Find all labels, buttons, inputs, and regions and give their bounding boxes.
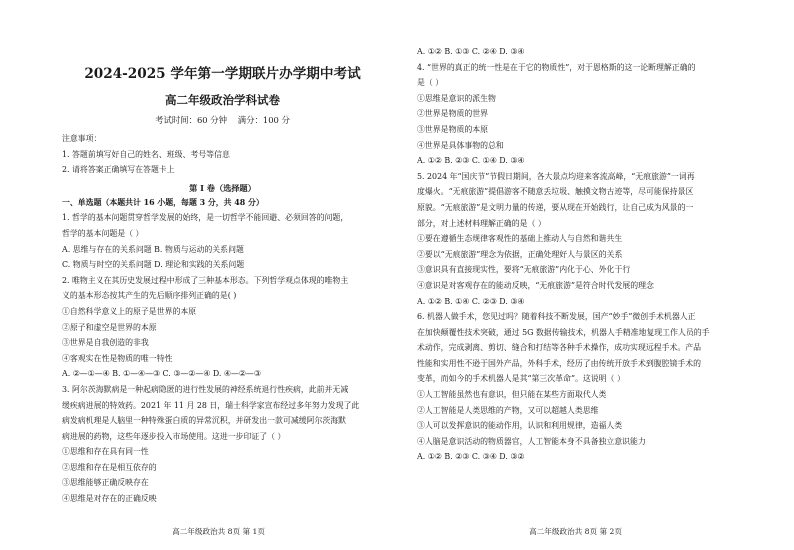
question-line: A. ①② B. ②③ C. ①④ D. ③④ [417, 156, 525, 166]
note-line: 2. 请将答案正确填写在答题卡上 [62, 165, 175, 175]
question-block-2 [417, 44, 764, 465]
question-line: ③人可以发挥意识的能动作用，认识和利用规律，造福人类 [417, 421, 623, 431]
question-line: 是（ ） [417, 78, 444, 88]
question-line: 部分，对上述材料理解正确的是（ ） [417, 218, 546, 228]
exam-meta [62, 114, 383, 126]
question-line: 6. 机器人做手术，您见过吗？随着科技不断发展，国产“妙手”微创手术机器人正 [417, 312, 696, 322]
question-line: ②世界是物质的世界 [417, 109, 489, 119]
note-line: 1. 答题前填写好自己的姓名、班级、考号等信息 [62, 149, 230, 159]
question-block-1 [62, 210, 383, 506]
question-line: ②人工智能是人类思维的产物，又可以超越人类思维 [417, 405, 599, 415]
question-line: ①思维是意识的派生物 [417, 93, 496, 103]
question-line: 缓疾病进展的特效药。2021 年 11 月 28 日，瑞士科学家宣布经过多年努力发现了此 [62, 400, 360, 410]
question-line: 术动作，完成剥离、剪切、缝合和打结等各种手术操作，成功实现远程手术。产品 [417, 343, 702, 353]
question-line: 原貌。“无痕旅游”是文明力量的传递，要从现在开始践行，让自己成为风景的一 [417, 202, 694, 212]
question-line: ②原子和虚空是世界的本原 [62, 322, 157, 332]
question-line: ③世界是物质的本原 [417, 124, 489, 134]
section-heading: 第 I 卷（选择题） [189, 182, 256, 193]
question-line: ④意识是对客观存在的能动反映，“无痕旅游”是符合时代发展的理念 [417, 280, 654, 290]
question-line: A. ①② B. ①④ C. ②③ D. ③④ [417, 296, 525, 306]
question-line: A. 思维与存在的关系问题 B. 物质与运动的关系问题 [62, 244, 244, 254]
question-line: ①人工智能虽然也有意识，但只能在某些方面取代人类 [417, 390, 607, 400]
question-line: 1. 哲学的基本问题贯穿哲学发展的始终，是一切哲学不能回避、必须回答的问题， [62, 213, 349, 223]
question-line: A. ①② B. ②③ C. ③④ D. ③② [417, 452, 525, 462]
question-line: 2. 唯物主义在其历史发展过程中形成了三种基本形态。下列哲学观点体现的唯物主 [62, 275, 349, 285]
question-line: ④思维是对存在的正确反映 [62, 494, 157, 504]
note-line: 注意事项： [62, 134, 102, 143]
exam-subtitle: 高二年级政治学科试卷 [165, 93, 280, 107]
question-line: ④客观实在性是物质的唯一特性 [62, 353, 173, 363]
question-line: ②思维和存在是相互依存的 [62, 462, 157, 472]
page-footer-1: 高二年级政治共 8页 第 1页 [172, 527, 265, 536]
exam-time: 考试时间：60 分钟 [155, 115, 228, 125]
page-footer-2: 高二年级政治共 8页 第 2页 [529, 527, 622, 536]
question-line: 义的基本形态按其产生的先后顺序排列正确的是( ) [62, 291, 237, 301]
question-line: 病发病机理是人脑里一种特殊蛋白质的异常沉积，并研发出一款可减缓阿尔茨海默 [62, 416, 347, 426]
question-line: A. ②—①—④ B. ①—④—③ C. ③—②—④ D. ④—②—③ [62, 369, 261, 379]
question-line: 性能和实用性不逊于国外产品，外科手术，经历了由传统开放手术到腹腔镜手术的 [417, 358, 702, 368]
exam-title: 2024-2025 学年第一学期联片办学期中考试 [84, 66, 361, 82]
question-line: 在加快颠覆性技术突破，通过 5G 数据传输技术，机器人手精准地复现工作人员的手 [417, 327, 710, 337]
question-line: ④人脑是意识活动的物质器官，人工智能本身不具备独立意识能力 [417, 436, 646, 446]
question-line: 哲学的基本问题是（ ） [62, 228, 144, 238]
question-line: 变革，而如今的手术机器人是其“第三次革命”。这说明（ ） [417, 374, 625, 384]
question-line: 3. 阿尔茨海默病是一种起病隐匿的进行性发展的神经系统退行性疾病，此前并无减 [62, 384, 349, 394]
question-line: ①思维和存在具有同一性 [62, 447, 149, 457]
question-line: ④世界是具体事物的总和 [417, 140, 504, 150]
question-line: ③世界是自我创造的非我 [62, 338, 149, 348]
question-line: ①要在遵循生态规律客观性的基础上推动人与自然和谐共生 [417, 234, 623, 244]
question-line: ③思维能够正确反映存在 [62, 478, 149, 488]
part-heading: 一、单选题（本题共计 16 小题，每题 3 分，共 48 分） [62, 197, 264, 207]
question-line: 病进展的药物，这些年逐步投入市场使用。这进一步印证了（ ） [62, 431, 286, 441]
question-line: C. 物质与时空的关系问题 D. 理论和实践的关系问题 [62, 260, 245, 270]
question-line: A. ①② B. ①③ C. ②④ D. ③④ [417, 47, 525, 56]
question-line: 5. 2024 年“国庆节”节假日期间，各大景点均迎来客流高峰，“无痕旅游”一词再 [417, 171, 695, 181]
question-line: ①自然科学意义上的原子是世界的本原 [62, 306, 197, 316]
question-line: ③意识具有直接现实性，要将“无痕旅游”内化于心、外化于行 [417, 265, 631, 275]
question-line: 度爆火。“无痕旅游”提倡游客不随意丢垃圾、触摸文物古迹等，尽可能保持景区 [417, 187, 694, 197]
question-line: 4. “世界的真正的统一性是在于它的物质性”，对于恩格斯的这一论断理解正确的 [417, 62, 696, 72]
exam-notes [62, 131, 383, 178]
full-score: 满分：100 分 [237, 115, 290, 125]
exam-page-2 [397, 0, 794, 550]
question-line: ②要以“无痕旅游”理念为依据，正确处理好人与景区的关系 [417, 249, 623, 259]
